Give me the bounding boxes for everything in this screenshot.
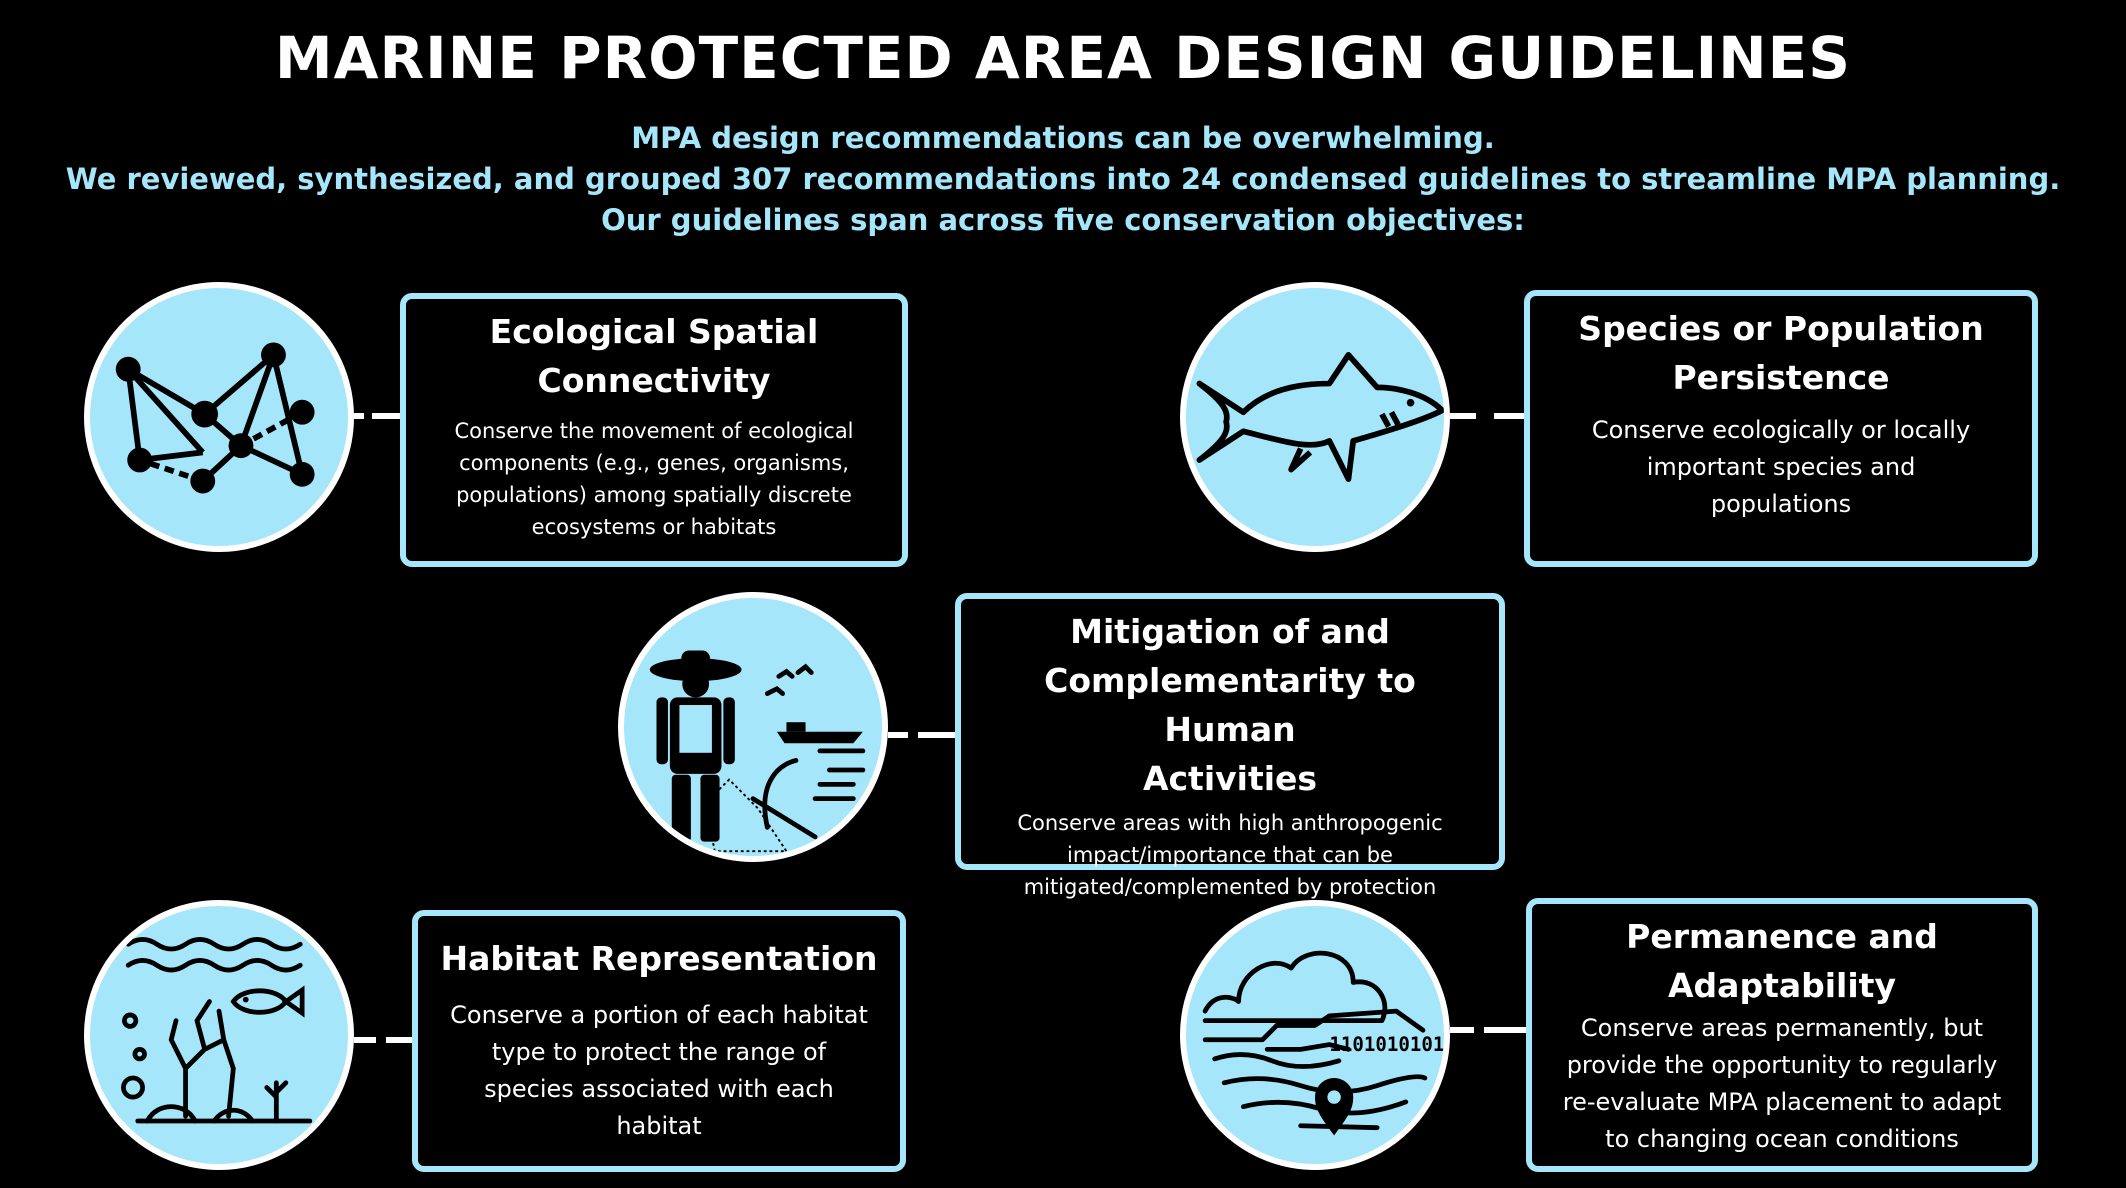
objective-card-habitat xyxy=(412,910,906,1172)
objective-card-permanence xyxy=(1526,898,2038,1172)
fisherman-icon xyxy=(618,592,888,862)
objective-title: Ecological Spatial Connectivity xyxy=(489,312,819,400)
objective-title: Permanence and Adaptability xyxy=(1626,917,1938,1005)
coast-map-icon xyxy=(1180,900,1450,1170)
objective-card-connectivity xyxy=(400,293,908,567)
intro-line: Our guidelines span across five conservation objectives: xyxy=(601,203,1525,237)
connector-dash xyxy=(354,1037,412,1043)
objective-description: Conserve areas permanently, but provide the opportunity to regularly re-evaluate MPA placement to adapt to changing ocean conditions xyxy=(1562,1014,2002,1153)
objective-description: Conserve the movement of ecological components (e.g., genes, organisms, populations) among spatially discrete ecosystems or habitats xyxy=(454,419,854,539)
objective-description: Conserve areas with high anthropogenic impact/importance that can be mitigated/complemented by protection xyxy=(1017,811,1443,899)
svg-text:1101010101: 1101010101 xyxy=(1329,1033,1444,1057)
connector-dash xyxy=(1450,1027,1526,1033)
intro-line: We reviewed, synthesized, and grouped 307 recommendations into 24 condensed guidelines to streamline MPA planning. xyxy=(65,162,2061,196)
intro-line: MPA design recommendations can be overwhelming. xyxy=(631,121,1495,155)
connector-dash xyxy=(888,732,956,738)
coral-habitat-icon xyxy=(84,900,354,1170)
objective-title: Habitat Representation xyxy=(440,939,878,978)
objective-card-human-activities xyxy=(955,593,1505,899)
connector-dash xyxy=(352,413,400,419)
objective-title: Species or Population Persistence xyxy=(1578,309,1984,397)
intro-text xyxy=(0,118,2126,241)
shark-icon xyxy=(1180,282,1450,552)
page-title: MARINE PROTECTED AREA DESIGN GUIDELINES xyxy=(274,24,1852,92)
objective-description: Conserve ecologically or locally important species and populations xyxy=(1591,416,1971,518)
connector-dash xyxy=(1450,413,1524,419)
objective-card-persistence xyxy=(1524,290,2038,567)
network-icon xyxy=(84,282,354,552)
objective-title: Mitigation of and Complementarity to Human Activities xyxy=(1044,612,1416,798)
objective-description: Conserve a portion of each habitat type to protect the range of species associated with each habitat xyxy=(450,1001,868,1140)
